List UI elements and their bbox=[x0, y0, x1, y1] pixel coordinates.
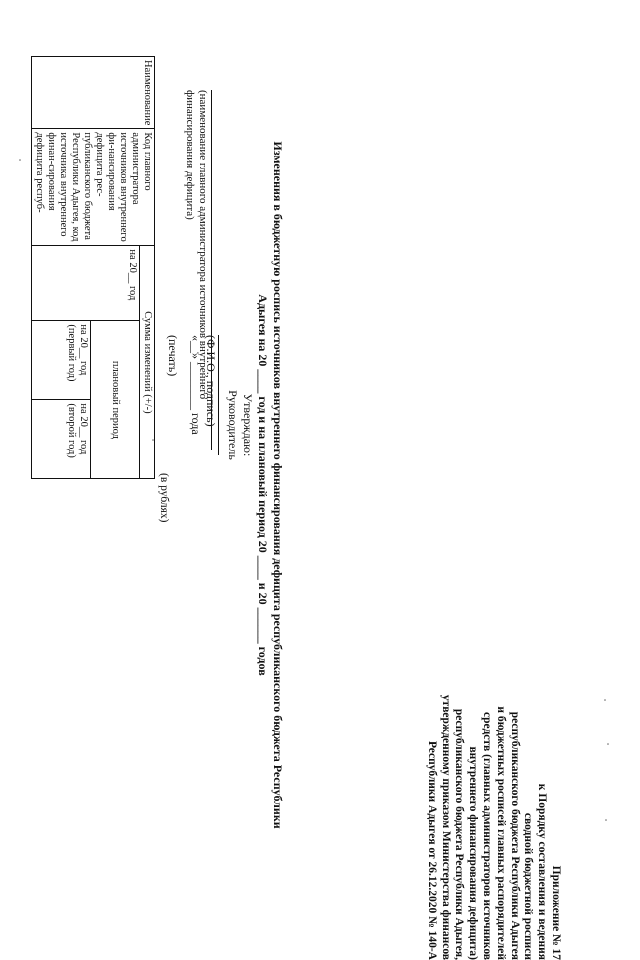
unit-label: (в рублях) bbox=[158, 473, 170, 523]
approve-head: Руководитель bbox=[226, 390, 240, 460]
appendix-line: Приложение № 17 bbox=[550, 865, 562, 960]
scan-speck bbox=[605, 819, 607, 821]
appendix-line: и бюджетных росписей главных распорядителей bbox=[494, 706, 507, 960]
appendix-line: Республики Адыгея от 26.12.2020 № 140-А bbox=[425, 740, 438, 960]
approve-fio: (Ф.И.О., подпись) bbox=[204, 335, 218, 427]
title-line-1: Изменения в бюджетную роспись источников внутреннего финансирования дефицита республиканского бюджета Республики bbox=[271, 141, 285, 829]
appendix-line: внутреннего финансирования дефицита) bbox=[467, 746, 480, 960]
header-second-year: на 20__ год (второй год) bbox=[32, 400, 91, 479]
header-plan: плановый период bbox=[91, 321, 140, 479]
appendix-line: средств (главных администраторов источников bbox=[481, 712, 494, 960]
scan-speck bbox=[152, 439, 154, 441]
title-line-2: Адыгея на 20 ____ год и на плановый период 20 ____ и 20 ______ годов bbox=[256, 294, 270, 676]
header-sum: Сумма изменений (+/-) bbox=[140, 246, 155, 479]
header-year: на 20__ год bbox=[32, 246, 140, 321]
appendix-line: республиканского бюджета Республики Адыгея bbox=[508, 711, 521, 960]
scan-speck bbox=[604, 699, 606, 701]
scan-speck bbox=[19, 159, 21, 161]
approve-date: «__» ________ года bbox=[189, 335, 203, 435]
appendix-line: утвержденному приказом Министерства финансов bbox=[439, 694, 452, 960]
header-first-year: на 20__ год (первый год) bbox=[32, 321, 91, 400]
appendix-line: к Порядку составления и ведения bbox=[536, 783, 549, 960]
admin-caption: (наименование главного администратора источников внутреннего финансирования дефицита) bbox=[184, 90, 209, 400]
header-code: Код главного администратора источников внутреннего фи-нансирования дефицита рес-публиканского бюджета Республики Адыгея, код источника внутреннего финан-сирования дефицита респуб- bbox=[32, 129, 155, 246]
approve-label: Утверждаю: bbox=[241, 393, 255, 457]
appendix-line: республиканского бюджета Республики Адыгея, bbox=[453, 708, 466, 960]
approve-stamp: (печать) bbox=[166, 335, 180, 377]
header-name: Наименование bbox=[32, 57, 155, 129]
scan-speck bbox=[607, 743, 609, 745]
appendix-line: сводной бюджетной росписи bbox=[522, 812, 535, 960]
